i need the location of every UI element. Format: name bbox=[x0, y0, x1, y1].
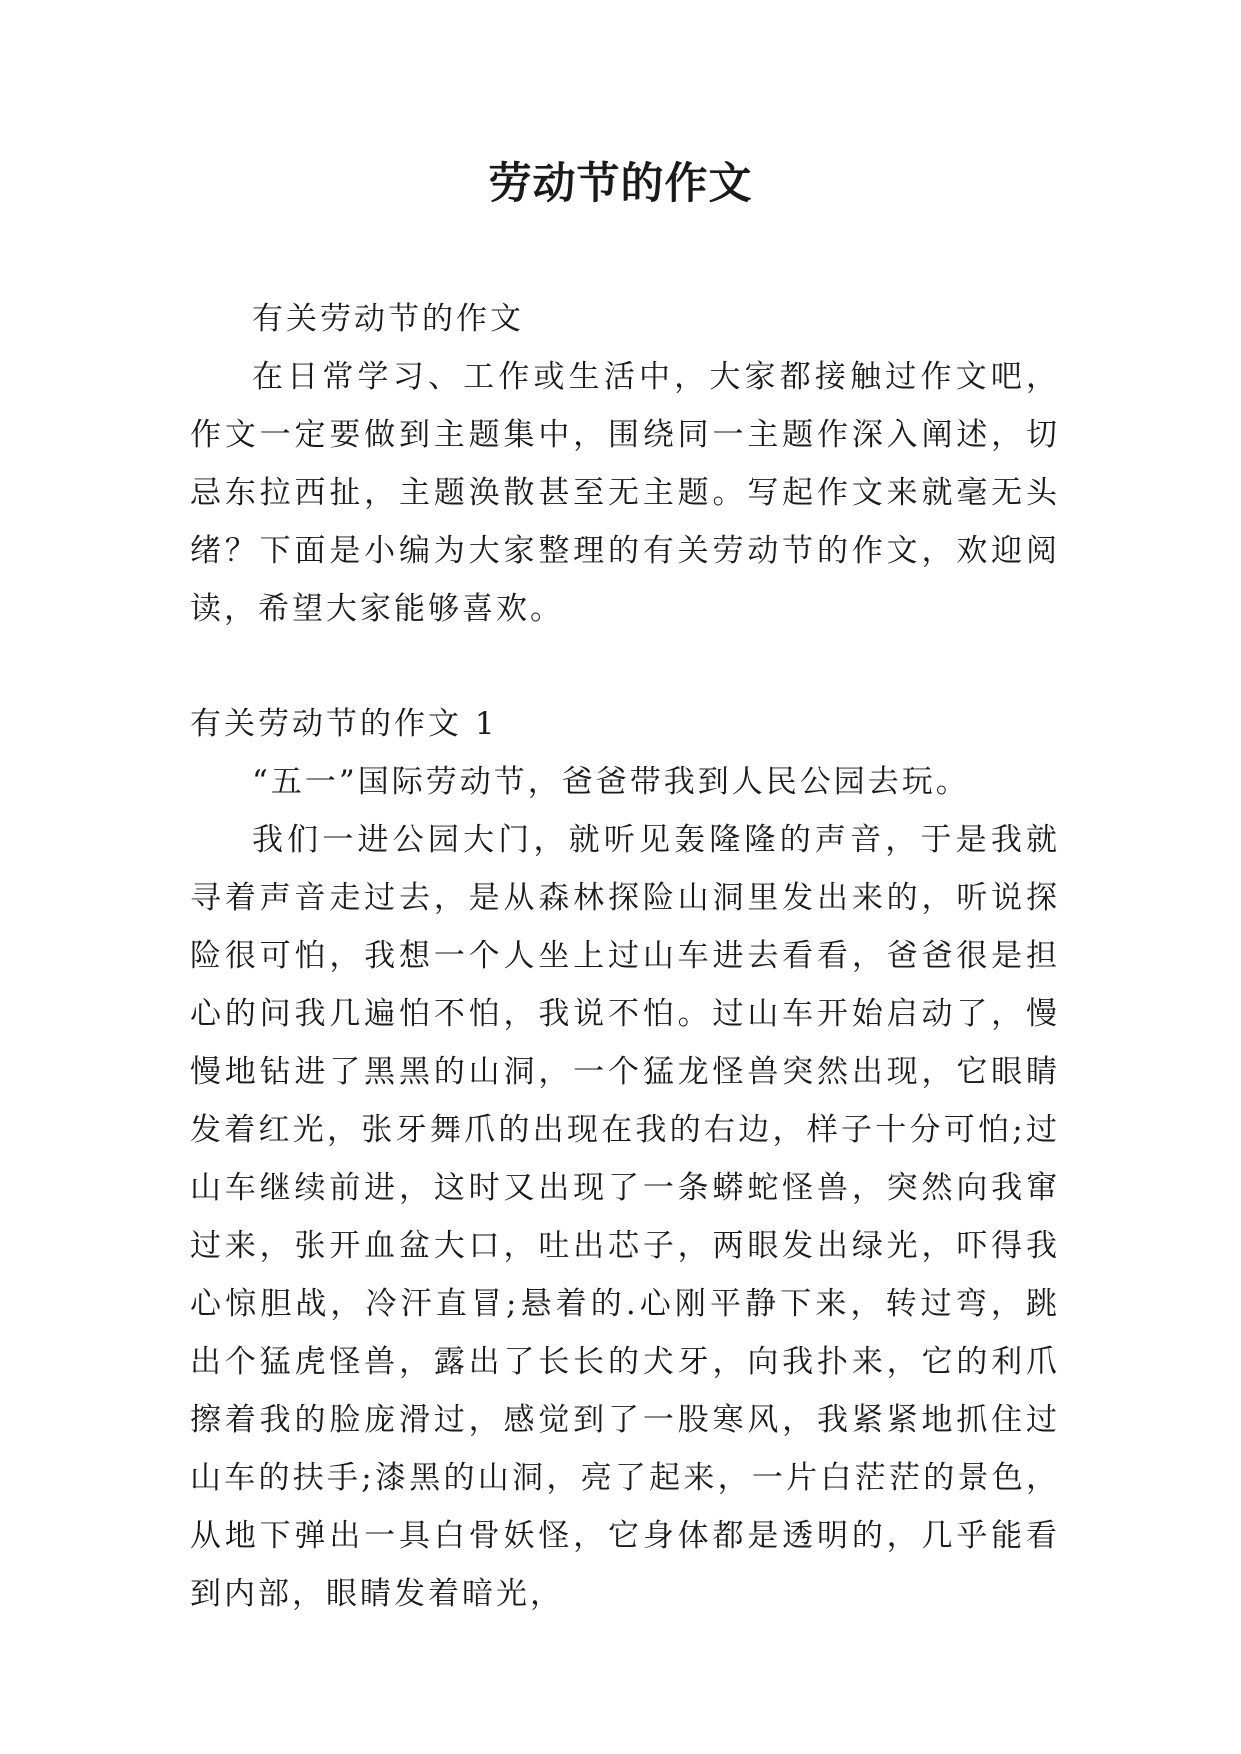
essay-section-1 bbox=[190, 695, 1060, 1623]
document-subtitle: 有关劳动节的作文 bbox=[252, 301, 524, 337]
intro-block bbox=[190, 290, 1060, 638]
section-heading: 有关劳动节的作文 1 bbox=[190, 706, 498, 742]
section-paragraph-1: “五一”国际劳动节，爸爸带我到人民公园去玩。 bbox=[252, 764, 970, 800]
document-title: 劳动节的作文 bbox=[488, 159, 753, 209]
intro-paragraph: 在日常学习、工作或生活中，大家都接触过作文吧，作文一定要做到主题集中，围绕同一主题作深入阐述，切忌东拉西扯，主题涣散甚至无主题。写起作文来就毫无头绪？下面是小编为大家整理的有关劳动节的作文，欢迎阅读，希望大家能够喜欢。 bbox=[190, 359, 1060, 627]
section-paragraph-2: 我们一进公园大门，就听见轰隆隆的声音，于是我就寻着声音走过去，是从森林探险山洞里发出来的，听说探险很可怕，我想一个人坐上过山车进去看看，爸爸很是担心的问我几遍怕不怕，我说不怕。过山车开始启动了，慢慢地钻进了黑黑的山洞，一个猛龙怪兽突然出现，它眼睛发着红光，张牙舞爪的出现在我的右边，样子十分可怕;过山车继续前进，这时又出现了一条蟒蛇怪兽，突然向我窜过来，张开血盆大口，吐出芯子，两眼发出绿光，吓得我心惊胆战，冷汗直冒;悬着的.心刚平静下来，转过弯，跳出个猛虎怪兽，露出了长长的犬牙，向我扑来，它的利爪擦着我的脸庞滑过，感觉到了一股寒风，我紧紧地抓住过山车的扶手;漆黑的山洞，亮了起来，一片白茫茫的景色，从地下弹出一具白骨妖怪，它身体都是透明的，几乎能看到内部，眼睛发着暗光， bbox=[190, 822, 1060, 1612]
